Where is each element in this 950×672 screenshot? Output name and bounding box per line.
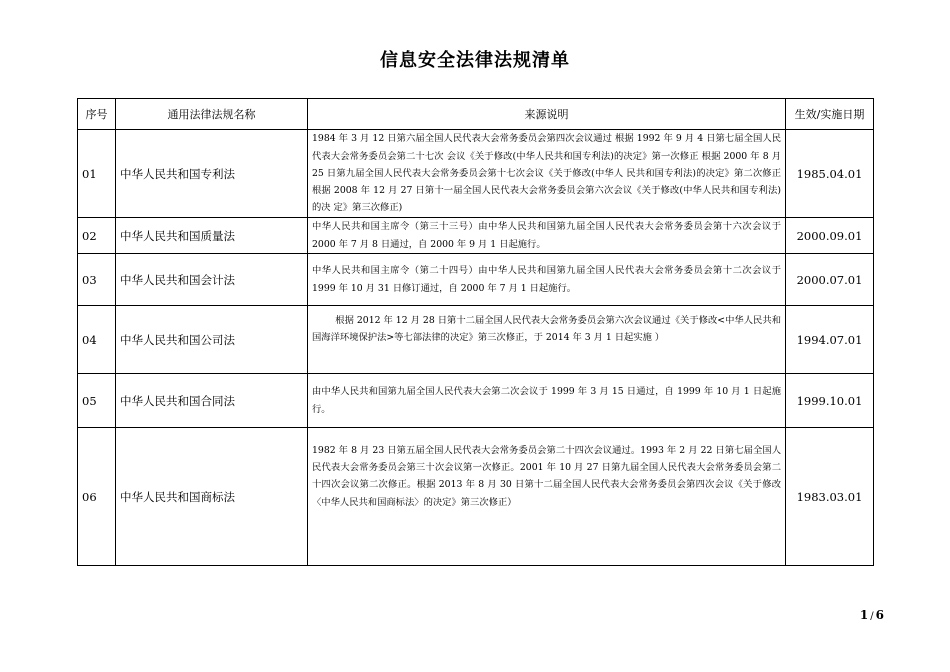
table-row xyxy=(78,374,874,428)
row-date: 1999.10.01 xyxy=(786,374,874,428)
table-row xyxy=(78,130,874,218)
row-source-text: 中华人民共和国主席令（第三十三号）由中华人民共和国第九届全国人民代表大会常务委员会第十六次会议于 2000 年 7 月 8 日通过，自 2000 年 9 月 1 日起施行。 xyxy=(312,221,781,250)
row-date: 1985.04.01 xyxy=(786,130,874,218)
row-date: 1983.03.01 xyxy=(786,428,874,566)
row-seq: 01 xyxy=(78,130,116,218)
page-number xyxy=(860,608,884,622)
header-seq: 序号 xyxy=(78,99,116,130)
header-source: 来源说明 xyxy=(308,99,786,130)
row-source xyxy=(308,130,786,218)
table-row xyxy=(78,254,874,306)
row-source xyxy=(308,374,786,428)
row-law-name: 中华人民共和国质量法 xyxy=(116,218,308,254)
row-date: 2000.09.01 xyxy=(786,218,874,254)
row-date: 1994.07.01 xyxy=(786,306,874,374)
row-source-text: 中华人民共和国主席令（第二十四号）由中华人民共和国第九届全国人民代表大会常务委员会第十二次会议于 1999 年 10 月 31 日修订通过，自 2000 年 7 月 1 日起施行。 xyxy=(312,265,781,294)
row-source-text: 1984 年 3 月 12 日第六届全国人民代表大会常务委员会第四次会议通过 根据 1992 年 9 月 4 日第七届全国人民代表大会常务委员会第二十七次 会议《关于修改(中华人民共和国专利法)的决定》第一次修正 根据 2000 年 8 月 25 日第九届全国人民代表大会常务委员会第十七次会议《关于修改(中华人 民共和国专利法)的决定》第二次修正 根据 2008 年 12 月 27 日第十一届全国人民代表大会常务委员会第六次会议《关于修改(中华人民共和国专利法)的决 定》第三次修正) xyxy=(312,133,781,214)
row-seq: 05 xyxy=(78,374,116,428)
row-seq: 04 xyxy=(78,306,116,374)
regulations-table xyxy=(77,98,874,566)
row-law-name: 中华人民共和国会计法 xyxy=(116,254,308,306)
row-source-text: 由中华人民共和国第九届全国人民代表大会第二次会议于 1999 年 3 月 15 日通过，自 1999 年 10 月 1 日起施行。 xyxy=(312,386,781,415)
row-source xyxy=(308,254,786,306)
header-name: 通用法律法规名称 xyxy=(116,99,308,130)
row-law-name: 中华人民共和国专利法 xyxy=(116,130,308,218)
row-source xyxy=(308,306,786,374)
document-title: 信息安全法律法规清单 xyxy=(380,50,570,71)
row-seq: 06 xyxy=(78,428,116,566)
row-law-name: 中华人民共和国公司法 xyxy=(116,306,308,374)
row-source xyxy=(308,218,786,254)
row-law-name: 中华人民共和国商标法 xyxy=(116,428,308,566)
table-row xyxy=(78,428,874,566)
page-total: 6 xyxy=(875,608,884,622)
header-date: 生效/实施日期 xyxy=(786,99,874,130)
row-source xyxy=(308,428,786,566)
row-source-text: 根据 2012 年 12 月 28 日第十二届全国人民代表大会常务委员会第六次会议通过《关于修改<中华人民共和国海洋环境保护法>等七部法律的决定》第三次修正，于 2014 年 3 月 1 日起实施 ） xyxy=(312,315,781,344)
page-separator: / xyxy=(870,611,874,622)
row-date: 2000.07.01 xyxy=(786,254,874,306)
table-row xyxy=(78,218,874,254)
table-header-row xyxy=(78,99,874,130)
row-law-name: 中华人民共和国合同法 xyxy=(116,374,308,428)
row-source-text: 1982 年 8 月 23 日第五届全国人民代表大会常务委员会第二十四次会议通过。1993 年 2 月 22 日第七届全国人民代表大会常务委员会第三十次会议第一次修正。2001 年 10 月 27 日第九届全国人民代表大会常务委员会第二十四次会议第二次修正。根据 2013 年 8 月 30 日第十二届全国人民代表大会常务委员会第四次会议《关于修改〈中华人民共和国商标法〉的决定》第三次修正） xyxy=(312,445,781,508)
page-current: 1 xyxy=(859,608,869,622)
table-row xyxy=(78,306,874,374)
row-seq: 02 xyxy=(78,218,116,254)
row-seq: 03 xyxy=(78,254,116,306)
